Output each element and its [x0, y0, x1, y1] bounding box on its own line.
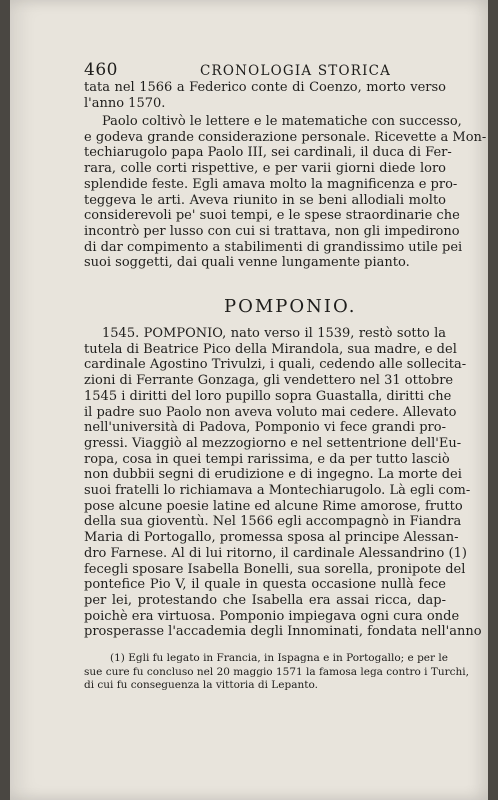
text-line: non dubbii segni di erudizione e di ingegno. La morte dei — [84, 467, 462, 483]
text-line: di dar compimento a stabilimenti di grandissimo utile pei — [84, 239, 463, 255]
text-line: splendide feste. Egli amava molto la magnificenza e pro- — [84, 176, 458, 192]
text-line: dro Farnese. Al di lui ritorno, il cardinale Alessandrino (1) — [84, 545, 467, 561]
footnote-line: sue cure fu concluso nel 20 maggio 1571 la famosa lega contro i Turchi, — [84, 665, 469, 678]
paragraph-paolo — [84, 114, 487, 271]
text-line: prosperasse l'accademia degli Innominati, fondata nell'anno — [84, 624, 482, 640]
text-line: poichè era virtuosa. Pomponio impiegava ogni cura onde — [84, 608, 460, 624]
text-line: nell'università di Padova, Pomponio vi fece grandi pro- — [84, 420, 446, 436]
text-line: ropa, cosa in quei tempi rarissima, e da per tutto lasciò — [84, 451, 450, 467]
text-line: 1545. POMPONIO, nato verso il 1539, restò sotto la — [102, 326, 446, 341]
text-line: techiarugolo papa Paolo III, sei cardinali, il duca di Fer- — [84, 145, 452, 161]
running-title: CRONOLOGIA STORICA — [200, 63, 392, 79]
section-title: POMPONIO. — [224, 296, 357, 317]
text-line: considerevoli pe' suoi tempi, e le spese straordinarie che — [84, 208, 460, 224]
text-line: per lei, protestando che Isabella era assai ricca, dap- — [84, 592, 446, 608]
text-line: Paolo coltivò le lettere e le matematiche con successo, — [102, 114, 462, 129]
page-header — [84, 60, 404, 82]
text-line: cardinale Agostino Trivulzi, i quali, cedendo alle sollecita- — [84, 357, 467, 373]
footnote-line: (1) Egli fu legato in Francia, in Ispagna e in Portogallo; e per le — [110, 652, 448, 664]
page-number: 460 — [84, 60, 118, 80]
paragraph-continuation — [84, 80, 446, 111]
text-line: suoi fratelli lo richiamava a Montechiarugolo. Là egli com- — [84, 483, 471, 499]
text-line: e godeva grande considerazione personale. Ricevette a Mon- — [84, 129, 487, 145]
book-page — [10, 0, 488, 800]
text-line: zioni di Ferrante Gonzaga, gli vendettero nel 31 ottobre — [84, 373, 454, 389]
text-line: tata nel 1566 a Federico conte di Coenzo, morto verso — [84, 80, 446, 95]
text-line: suoi soggetti, dai quali venne lungamente pianto. — [84, 255, 410, 271]
footnote-line: di cui fu conseguenza la vittoria di Lepanto. — [84, 679, 318, 691]
text-line: fecegli sposare Isabella Bonelli, sua sorella, pronipote del — [84, 561, 466, 577]
text-line: pontefice Pio V, il quale in questa occasione nullà fece — [84, 577, 446, 593]
text-line: pose alcune poesie latine ed alcune Rime amorose, frutto — [84, 498, 463, 514]
text-line: gressi. Viaggiò al mezzogiorno e nel settentrione dell'Eu- — [84, 435, 462, 451]
text-line: della sua gioventù. Nel 1566 egli accompagnò in Fiandra — [84, 514, 462, 530]
text-line: 1545 i diritti del loro pupillo sopra Guastalla, diritti che — [84, 388, 452, 404]
text-line: rara, colle corti rispettive, e per varii giorni diede loro — [84, 161, 446, 177]
text-line: l'anno 1570. — [84, 95, 166, 111]
footnote — [84, 652, 469, 693]
text-line: il padre suo Paolo non aveva voluto mai cedere. Allevato — [84, 404, 457, 420]
text-line: Maria di Portogallo, promessa sposa al principe Alessan- — [84, 530, 459, 546]
text-line: teggeva le arti. Aveva riunito in se beni allodiali molto — [84, 192, 446, 208]
paragraph-pomponio — [84, 326, 482, 640]
text-line: incontrò per lusso con cui si trattava, non gli impedirono — [84, 223, 460, 239]
text-line: tutela di Beatrice Pico della Mirandola, sua madre, e del — [84, 341, 457, 357]
